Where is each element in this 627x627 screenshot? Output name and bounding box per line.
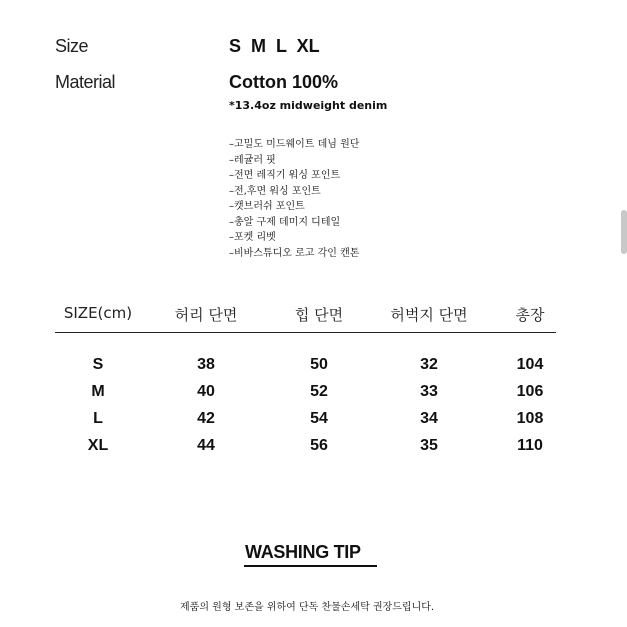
washing-tip-text: 제품의 원형 보존을 위하여 단독 찬물손세탁 권장드립니다. xyxy=(180,602,435,613)
table-cell: 38 xyxy=(197,356,215,373)
feature-item: –레귤러 핏 xyxy=(229,154,276,166)
table-cell: 50 xyxy=(310,356,328,373)
washing-tip-title: WASHING TIP xyxy=(245,542,361,562)
table-cell: XL xyxy=(87,437,109,454)
washing-tip-underline xyxy=(244,565,377,567)
table-cell: M xyxy=(91,383,105,400)
table-cell: S xyxy=(92,356,104,373)
material-label: Material xyxy=(55,72,116,92)
table-cell: 110 xyxy=(517,437,543,454)
feature-item: –총알 구제 데미지 디테일 xyxy=(229,216,341,228)
table-cell: 54 xyxy=(310,410,328,427)
scrollbar-thumb[interactable] xyxy=(621,210,627,254)
table-cell: 34 xyxy=(420,410,438,427)
table-cell: 42 xyxy=(197,410,215,427)
table-cell: 33 xyxy=(420,383,438,400)
table-cell: 32 xyxy=(420,356,438,373)
table-header-thigh: 허벅지 단면 xyxy=(390,306,468,324)
feature-item: –비바스튜디오 로고 각인 캔톤 xyxy=(229,247,360,259)
table-header-divider xyxy=(55,332,556,333)
feature-item: –전면 레직기 워싱 포인트 xyxy=(229,170,341,181)
table-header-hip: 힙 단면 xyxy=(294,306,344,324)
table-cell: 40 xyxy=(197,383,215,400)
table-cell: 52 xyxy=(310,383,328,400)
size-label: Size xyxy=(55,36,89,56)
feature-list xyxy=(229,137,359,261)
feature-item: –전,후면 워싱 포인트 xyxy=(229,185,321,197)
table-cell: 106 xyxy=(516,383,544,400)
table-cell: L xyxy=(93,410,103,427)
table-header-size: SIZE(cm) xyxy=(63,304,133,322)
table-header-length: 총장 xyxy=(515,306,545,324)
table-cell: 56 xyxy=(310,437,328,454)
table-cell: 104 xyxy=(516,356,544,373)
size-value: S M L XL xyxy=(229,36,320,56)
feature-item: –캣브러쉬 포인트 xyxy=(229,201,305,212)
table-cell: 108 xyxy=(516,410,544,427)
table-header-waist: 허리 단면 xyxy=(174,306,238,324)
material-note: *13.4oz midweight denim xyxy=(229,99,388,112)
table-cell: 44 xyxy=(197,437,215,454)
feature-item: –고밀도 미드웨이트 데님 원단 xyxy=(229,139,360,150)
table-cell: 35 xyxy=(420,437,438,454)
material-value: Cotton 100% xyxy=(229,72,339,92)
feature-item: –포켓 리벳 xyxy=(229,232,276,243)
